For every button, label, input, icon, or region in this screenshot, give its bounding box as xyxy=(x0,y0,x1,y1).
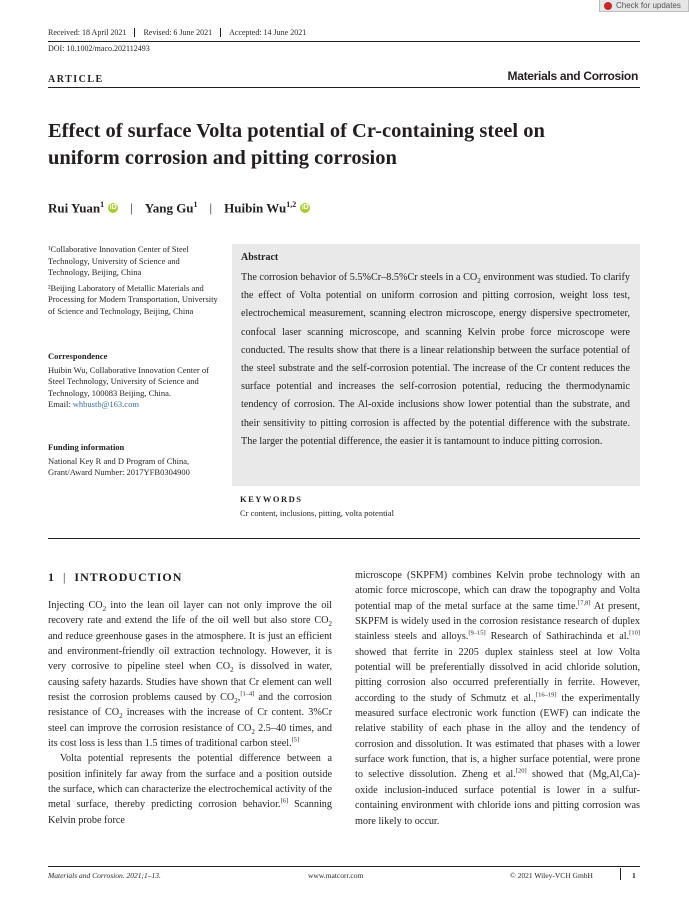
body-paragraph xyxy=(355,568,640,829)
text-run: into the lean oil layer can not only improve the oil recovery rate and extend the life of the oil well but also store CO xyxy=(48,600,332,627)
doi[interactable]: DOI: 10.1002/maco.202112493 xyxy=(48,44,150,53)
citation-ref[interactable]: [6] xyxy=(280,798,289,806)
citation-ref[interactable]: [1–4] xyxy=(240,690,255,698)
text-run: and the corrosion resistance of CO xyxy=(48,692,332,719)
funding-text: National Key R and D Program of China, Grant/Award Number: 2017YFB0304900 xyxy=(48,455,190,477)
text-run: Scanning Kelvin probe force xyxy=(48,799,332,826)
text-run: , xyxy=(237,692,241,704)
affiliation: ²Beijing Laboratory of Metallic Materials and Processing for Modern Transportation, University of Science and Technology, Beijing, China xyxy=(48,282,218,316)
received-date: Received: 18 April 2021 xyxy=(48,28,135,37)
body-paragraph xyxy=(48,751,332,828)
body-paragraph xyxy=(48,598,332,751)
footer-divider xyxy=(48,866,640,867)
affiliations xyxy=(48,244,218,321)
publication-dates xyxy=(48,28,322,37)
subscript: 2 xyxy=(234,697,238,706)
section-number: 1 xyxy=(48,570,55,584)
body-right-column xyxy=(355,568,640,829)
subscript: 2 xyxy=(119,712,123,721)
text-run: increases with the increase of Cr content. 3%Cr steel can improve the corrosion resistance of CO xyxy=(48,707,332,734)
revised-date: Revised: 6 June 2021 xyxy=(143,28,221,37)
accepted-date: Accepted: 14 June 2021 xyxy=(229,28,307,37)
text-run: showed that ferrite in 2205 duplex stainless steel at low Volta potential will be preferentially dissolved in acid chloride solution, pitting corrosion also occurred preferentially in ferrite. However, according to the study of Schmutz et al., xyxy=(355,646,640,704)
abstract-text: The corrosion behavior of 5.5%Cr–8.5%Cr steels in a $CO_2$ environment was studied. To clarify the effect of Volta potential on uniform corrosion and pitting corrosion, weight loss test, electrochemical measurement, scanning electron microscope, energy dispersive spectrometer, confocal laser scanning microscope, and scanning Kelvin probe force microscope were conducted. The results show that there is a linear relationship between the surface potential of the steel substrate and the self-corrosion potential. The increase of the Cr content reduces the surface potential and increases the self-corrosion potential, reducing the thermodynamic tendency of corrosion. The Al-oxide inclusions show lower potential than the substrate, and their sensitivity to pitting corrosion is affected by the potential difference with the substrate. The larger the potential difference, the easier it is tantamount to induce pitting corrosion. xyxy=(241,272,630,447)
correspondence-heading: Correspondence xyxy=(48,351,108,361)
subscript: 2 xyxy=(328,620,332,629)
section-heading: 1 | INTRODUCTION xyxy=(48,570,183,584)
orcid-icon[interactable]: iD xyxy=(301,204,309,212)
title-divider xyxy=(48,87,640,88)
text-run: microscope (SKPFM) combines Kelvin probe technology with an atomic force microscope, which can draw the topography and Volta potential map of the metal surface at the same time. xyxy=(355,570,640,612)
abstract-box xyxy=(232,244,640,486)
correspondence-text: Huibin Wu, Collaborative Innovation Center of Steel Technology, University of Science and Technology, 100083 Beijing, China. xyxy=(48,364,209,398)
author-name[interactable]: Yang Gu$^1$ xyxy=(144,200,198,216)
text-run: 2.5–40 times, and its cost loss is less than 1.5 times of traditional carbon steel. xyxy=(48,722,333,750)
author-list xyxy=(48,200,310,216)
journal-name: Materials and Corrosion xyxy=(507,69,638,83)
citation-ref[interactable]: [9–15] xyxy=(468,629,486,637)
subscript: 2 xyxy=(230,666,234,675)
funding-heading: Funding information xyxy=(48,442,125,452)
citation-ref[interactable]: [16–19] xyxy=(536,691,557,699)
page-number: 1 xyxy=(632,871,636,880)
email-link[interactable]: whbustb@163.com xyxy=(72,399,139,409)
text-run: the experimentally measured surface electronic work function (EWF) can indicate the relative stability of each phase in the alloy and the tendency of corrosion and dissolution. It was estimated that phases with a lower surface work function, that is, a higher surface potential, were prone to selective dissolution. Zheng et al. xyxy=(355,692,641,781)
footer-separator xyxy=(620,868,621,880)
text-run: Volta potential represents the potential difference between a position infinitely far away from the surface and a position outside the surface, which can characterize the electrochemical activity of the metal surface, thereby predicting corrosion behavior. xyxy=(48,753,332,811)
text-run: Research of Sathirachinda et al. xyxy=(485,631,630,643)
citation-ref[interactable]: [5] xyxy=(291,736,300,744)
correspondence-email-line: Email: whbustb@163.com xyxy=(48,399,139,409)
article-type-label: ARTICLE xyxy=(48,74,104,85)
body-left-column xyxy=(48,598,332,828)
check-updates-icon xyxy=(604,2,612,10)
keywords-heading: KEYWORDS xyxy=(240,494,303,504)
text-run: showed that (Mg,Al,Ca)-oxide inclusion-induced surface potential is lower in a sulfur-containing environment with chloride ions and pitting corrosion was more likely to occur. xyxy=(355,769,640,827)
correspondence-block xyxy=(48,351,218,411)
subscript: 2 xyxy=(251,727,255,736)
header-divider xyxy=(48,41,640,42)
orcid-icon[interactable]: iD xyxy=(109,204,117,212)
text-run: Injecting CO xyxy=(48,600,103,611)
body-divider xyxy=(48,538,640,539)
citation-ref[interactable]: [20] xyxy=(515,768,527,776)
check-updates-label: Check for updates xyxy=(616,1,681,10)
citation-ref[interactable]: [10] xyxy=(629,629,640,637)
author-separator: | xyxy=(130,200,133,216)
paper-title xyxy=(48,118,638,172)
footer-citation: Materials and Corrosion. 2021;1–13. xyxy=(48,871,161,880)
title-line-2: uniform corrosion and pitting corrosion xyxy=(48,147,397,169)
text-run: is dissolved in water, causing safety hazards. Studies have shown that Cr element can well resist the corrosion problems caused by CO xyxy=(48,661,332,704)
citation-ref[interactable]: [7,8] xyxy=(578,599,591,607)
check-updates-badge[interactable] xyxy=(599,0,689,12)
abstract-heading: Abstract xyxy=(241,252,279,263)
footer-copyright: © 2021 Wiley-VCH GmbH xyxy=(510,871,593,880)
author-name[interactable]: Rui Yuan$^1$ xyxy=(48,200,105,216)
affiliation: ¹Collaborative Innovation Center of Steel Technology, University of Science and Technology, Beijing, China xyxy=(48,244,189,277)
section-title: INTRODUCTION xyxy=(74,570,183,584)
title-line-1: Effect of surface Volta potential of Cr-containing steel on xyxy=(48,120,545,142)
subscript: 2 xyxy=(102,605,107,614)
keywords-text: Cr content, inclusions, pitting, volta potential xyxy=(240,508,394,518)
author-separator: | xyxy=(209,200,213,216)
funding-block xyxy=(48,442,218,479)
text-run: At present, SKPFM is widely used in the corrosion resistance research of duplex stainless steels and alloys. xyxy=(355,600,640,643)
text-run: and reduce greenhouse gases in the atmosphere. It is just an efficient and environment-friendly oil extraction technology. However, it is very corrosive to pipeline steel when CO xyxy=(48,630,332,673)
footer-url[interactable]: www.matcorr.com xyxy=(308,871,364,880)
author-name[interactable]: Huibin Wu$^{1,2}$ xyxy=(224,200,297,216)
